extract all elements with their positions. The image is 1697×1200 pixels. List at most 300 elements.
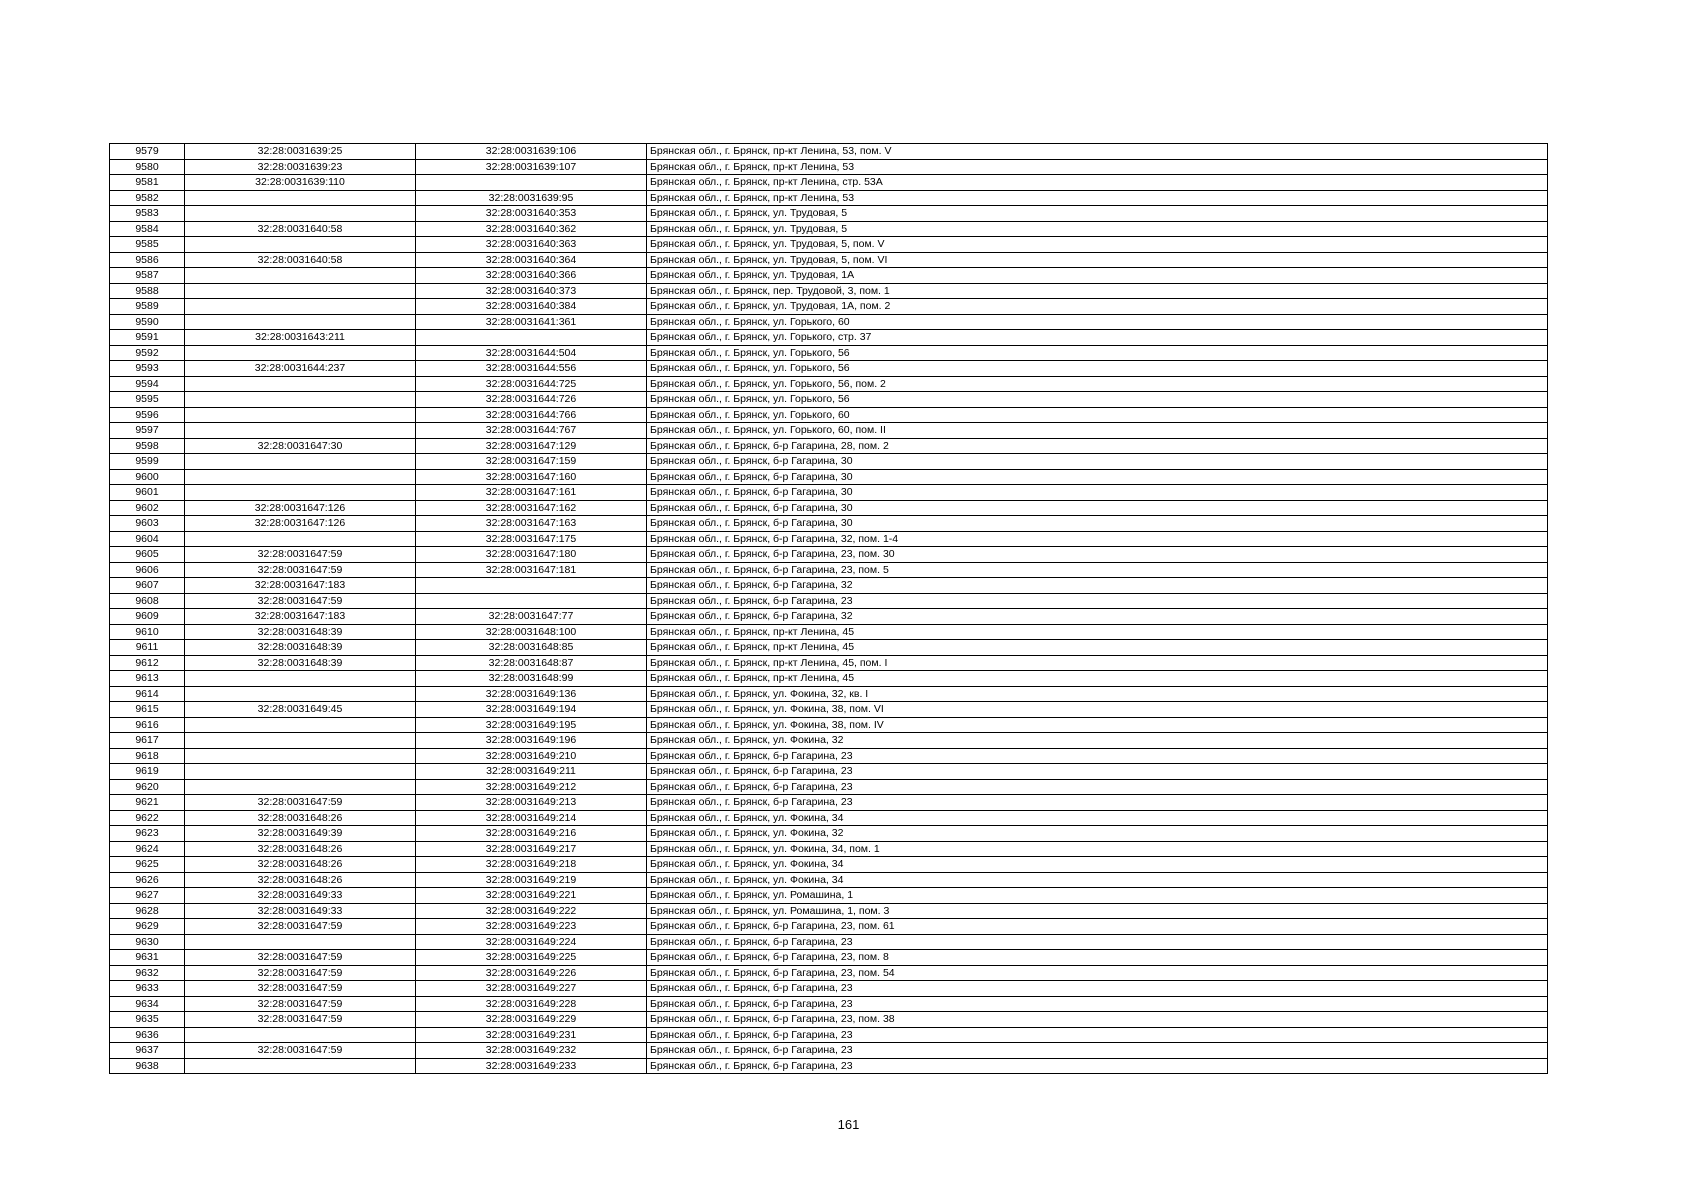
parent-cadastral-number-cell: [185, 748, 416, 764]
address-cell: Брянская обл., г. Брянск, б-р Гагарина, 23, пом. 54: [647, 965, 1548, 981]
cadastral-number-cell: 32:28:0031649:210: [416, 748, 647, 764]
row-number-cell: 9580: [110, 159, 185, 175]
parent-cadastral-number-cell: 32:28:0031648:26: [185, 872, 416, 888]
address-cell: Брянская обл., г. Брянск, пр-кт Ленина, 53: [647, 159, 1548, 175]
address-cell: Брянская обл., г. Брянск, б-р Гагарина, 23: [647, 593, 1548, 609]
table-row: [110, 857, 1548, 873]
parent-cadastral-number-cell: 32:28:0031649:33: [185, 888, 416, 904]
cadastral-number-cell: 32:28:0031644:767: [416, 423, 647, 439]
address-cell: Брянская обл., г. Брянск, б-р Гагарина, 23, пом. 5: [647, 562, 1548, 578]
parent-cadastral-number-cell: 32:28:0031639:25: [185, 144, 416, 160]
parent-cadastral-number-cell: 32:28:0031648:26: [185, 857, 416, 873]
cadastral-number-cell: 32:28:0031639:95: [416, 190, 647, 206]
address-cell: Брянская обл., г. Брянск, пр-кт Ленина, 45: [647, 624, 1548, 640]
row-number-cell: 9616: [110, 717, 185, 733]
cadastral-number-cell: 32:28:0031644:504: [416, 345, 647, 361]
parent-cadastral-number-cell: [185, 1058, 416, 1074]
cadastral-number-cell: 32:28:0031647:181: [416, 562, 647, 578]
row-number-cell: 9593: [110, 361, 185, 377]
parent-cadastral-number-cell: 32:28:0031647:30: [185, 438, 416, 454]
parent-cadastral-number-cell: 32:28:0031647:59: [185, 996, 416, 1012]
table-row: [110, 547, 1548, 563]
row-number-cell: 9611: [110, 640, 185, 656]
table-row: [110, 175, 1548, 191]
row-number-cell: 9592: [110, 345, 185, 361]
parent-cadastral-number-cell: [185, 423, 416, 439]
parent-cadastral-number-cell: [185, 376, 416, 392]
table-row: [110, 779, 1548, 795]
row-number-cell: 9587: [110, 268, 185, 284]
row-number-cell: 9586: [110, 252, 185, 268]
address-cell: Брянская обл., г. Брянск, ул. Ромашина, 1: [647, 888, 1548, 904]
table-row: [110, 314, 1548, 330]
address-cell: Брянская обл., г. Брянск, пр-кт Ленина, 45, пом. I: [647, 655, 1548, 671]
row-number-cell: 9621: [110, 795, 185, 811]
row-number-cell: 9630: [110, 934, 185, 950]
address-cell: Брянская обл., г. Брянск, пр-кт Ленина, 53: [647, 190, 1548, 206]
row-number-cell: 9609: [110, 609, 185, 625]
address-cell: Брянская обл., г. Брянск, ул. Горького, 56, пом. 2: [647, 376, 1548, 392]
cadastral-number-cell: 32:28:0031639:107: [416, 159, 647, 175]
parent-cadastral-number-cell: 32:28:0031647:183: [185, 578, 416, 594]
address-cell: Брянская обл., г. Брянск, ул. Фокина, 32: [647, 733, 1548, 749]
parent-cadastral-number-cell: 32:28:0031647:59: [185, 1043, 416, 1059]
table-row: [110, 671, 1548, 687]
cadastral-number-cell: 32:28:0031644:725: [416, 376, 647, 392]
table-row: [110, 888, 1548, 904]
cadastral-number-cell: 32:28:0031647:129: [416, 438, 647, 454]
table-row: [110, 500, 1548, 516]
cadastral-number-cell: 32:28:0031647:162: [416, 500, 647, 516]
address-cell: Брянская обл., г. Брянск, б-р Гагарина, 23: [647, 1027, 1548, 1043]
parent-cadastral-number-cell: 32:28:0031647:59: [185, 981, 416, 997]
row-number-cell: 9637: [110, 1043, 185, 1059]
table-row: [110, 578, 1548, 594]
table-row: [110, 609, 1548, 625]
address-cell: Брянская обл., г. Брянск, б-р Гагарина, 23: [647, 1043, 1548, 1059]
row-number-cell: 9600: [110, 469, 185, 485]
parent-cadastral-number-cell: [185, 206, 416, 222]
row-number-cell: 9583: [110, 206, 185, 222]
table-row: [110, 392, 1548, 408]
address-cell: Брянская обл., г. Брянск, ул. Горького, 60, пом. II: [647, 423, 1548, 439]
cadastral-number-cell: 32:28:0031649:232: [416, 1043, 647, 1059]
parent-cadastral-number-cell: 32:28:0031640:58: [185, 221, 416, 237]
row-number-cell: 9620: [110, 779, 185, 795]
row-number-cell: 9618: [110, 748, 185, 764]
cadastral-number-cell: 32:28:0031648:100: [416, 624, 647, 640]
table-row: [110, 764, 1548, 780]
address-cell: Брянская обл., г. Брянск, ул. Трудовая, 5, пом. V: [647, 237, 1548, 253]
row-number-cell: 9628: [110, 903, 185, 919]
parent-cadastral-number-cell: [185, 733, 416, 749]
address-cell: Брянская обл., г. Брянск, ул. Трудовая, 5, пом. VI: [647, 252, 1548, 268]
row-number-cell: 9638: [110, 1058, 185, 1074]
parent-cadastral-number-cell: [185, 686, 416, 702]
cadastral-number-cell: [416, 578, 647, 594]
row-number-cell: 9605: [110, 547, 185, 563]
address-cell: Брянская обл., г. Брянск, б-р Гагарина, 30: [647, 469, 1548, 485]
parent-cadastral-number-cell: [185, 764, 416, 780]
table-row: [110, 376, 1548, 392]
row-number-cell: 9633: [110, 981, 185, 997]
parent-cadastral-number-cell: 32:28:0031647:59: [185, 950, 416, 966]
registry-table-body: [110, 144, 1548, 1074]
table-row: [110, 190, 1548, 206]
row-number-cell: 9602: [110, 500, 185, 516]
cadastral-number-cell: 32:28:0031640:366: [416, 268, 647, 284]
address-cell: Брянская обл., г. Брянск, ул. Трудовая, 5: [647, 206, 1548, 222]
address-cell: Брянская обл., г. Брянск, б-р Гагарина, 30: [647, 516, 1548, 532]
table-row: [110, 1027, 1548, 1043]
row-number-cell: 9629: [110, 919, 185, 935]
address-cell: Брянская обл., г. Брянск, ул. Фокина, 34: [647, 810, 1548, 826]
cadastral-number-cell: 32:28:0031649:229: [416, 1012, 647, 1028]
parent-cadastral-number-cell: 32:28:0031648:39: [185, 640, 416, 656]
address-cell: Брянская обл., г. Брянск, б-р Гагарина, 28, пом. 2: [647, 438, 1548, 454]
table-row: [110, 159, 1548, 175]
address-cell: Брянская обл., г. Брянск, ул. Трудовая, 1А: [647, 268, 1548, 284]
cadastral-number-cell: 32:28:0031649:218: [416, 857, 647, 873]
parent-cadastral-number-cell: 32:28:0031643:211: [185, 330, 416, 346]
table-row: [110, 206, 1548, 222]
cadastral-number-cell: 32:28:0031649:213: [416, 795, 647, 811]
table-row: [110, 252, 1548, 268]
row-number-cell: 9623: [110, 826, 185, 842]
row-number-cell: 9598: [110, 438, 185, 454]
cadastral-number-cell: 32:28:0031649:227: [416, 981, 647, 997]
table-row: [110, 640, 1548, 656]
address-cell: Брянская обл., г. Брянск, ул. Фокина, 38, пом. IV: [647, 717, 1548, 733]
row-number-cell: 9599: [110, 454, 185, 470]
address-cell: Брянская обл., г. Брянск, б-р Гагарина, 23: [647, 748, 1548, 764]
row-number-cell: 9627: [110, 888, 185, 904]
cadastral-number-cell: 32:28:0031649:221: [416, 888, 647, 904]
row-number-cell: 9588: [110, 283, 185, 299]
address-cell: Брянская обл., г. Брянск, ул. Фокина, 32, кв. I: [647, 686, 1548, 702]
row-number-cell: 9615: [110, 702, 185, 718]
address-cell: Брянская обл., г. Брянск, б-р Гагарина, 23: [647, 795, 1548, 811]
row-number-cell: 9606: [110, 562, 185, 578]
address-cell: Брянская обл., г. Брянск, ул. Трудовая, 5: [647, 221, 1548, 237]
row-number-cell: 9634: [110, 996, 185, 1012]
row-number-cell: 9614: [110, 686, 185, 702]
cadastral-number-cell: 32:28:0031647:180: [416, 547, 647, 563]
cadastral-number-cell: [416, 175, 647, 191]
address-cell: Брянская обл., г. Брянск, ул. Ромашина, 1, пом. 3: [647, 903, 1548, 919]
row-number-cell: 9626: [110, 872, 185, 888]
parent-cadastral-number-cell: 32:28:0031648:26: [185, 810, 416, 826]
table-row: [110, 299, 1548, 315]
table-row: [110, 593, 1548, 609]
cadastral-number-cell: 32:28:0031640:362: [416, 221, 647, 237]
cadastral-number-cell: 32:28:0031649:212: [416, 779, 647, 795]
address-cell: Брянская обл., г. Брянск, пер. Трудовой, 3, пом. 1: [647, 283, 1548, 299]
table-row: [110, 996, 1548, 1012]
table-row: [110, 237, 1548, 253]
cadastral-number-cell: 32:28:0031644:766: [416, 407, 647, 423]
address-cell: Брянская обл., г. Брянск, ул. Горького, 56: [647, 392, 1548, 408]
address-cell: Брянская обл., г. Брянск, пр-кт Ленина, стр. 53А: [647, 175, 1548, 191]
parent-cadastral-number-cell: 32:28:0031648:39: [185, 624, 416, 640]
row-number-cell: 9595: [110, 392, 185, 408]
parent-cadastral-number-cell: [185, 237, 416, 253]
cadastral-number-cell: 32:28:0031649:217: [416, 841, 647, 857]
address-cell: Брянская обл., г. Брянск, ул. Трудовая, 1А, пом. 2: [647, 299, 1548, 315]
parent-cadastral-number-cell: 32:28:0031649:45: [185, 702, 416, 718]
cadastral-number-cell: 32:28:0031649:224: [416, 934, 647, 950]
row-number-cell: 9601: [110, 485, 185, 501]
table-row: [110, 1058, 1548, 1074]
registry-table: [109, 143, 1548, 1074]
cadastral-number-cell: 32:28:0031649:219: [416, 872, 647, 888]
parent-cadastral-number-cell: [185, 454, 416, 470]
address-cell: Брянская обл., г. Брянск, пр-кт Ленина, 53, пом. V: [647, 144, 1548, 160]
table-row: [110, 686, 1548, 702]
cadastral-number-cell: 32:28:0031649:233: [416, 1058, 647, 1074]
address-cell: Брянская обл., г. Брянск, б-р Гагарина, 32: [647, 609, 1548, 625]
address-cell: Брянская обл., г. Брянск, ул. Горького, стр. 37: [647, 330, 1548, 346]
row-number-cell: 9608: [110, 593, 185, 609]
table-row: [110, 469, 1548, 485]
table-row: [110, 841, 1548, 857]
cadastral-number-cell: 32:28:0031640:384: [416, 299, 647, 315]
parent-cadastral-number-cell: 32:28:0031647:59: [185, 1012, 416, 1028]
parent-cadastral-number-cell: 32:28:0031640:58: [185, 252, 416, 268]
parent-cadastral-number-cell: [185, 531, 416, 547]
parent-cadastral-number-cell: [185, 392, 416, 408]
row-number-cell: 9603: [110, 516, 185, 532]
cadastral-number-cell: 32:28:0031648:99: [416, 671, 647, 687]
parent-cadastral-number-cell: [185, 779, 416, 795]
parent-cadastral-number-cell: [185, 314, 416, 330]
row-number-cell: 9581: [110, 175, 185, 191]
address-cell: Брянская обл., г. Брянск, б-р Гагарина, 23: [647, 996, 1548, 1012]
table-row: [110, 903, 1548, 919]
parent-cadastral-number-cell: [185, 717, 416, 733]
parent-cadastral-number-cell: [185, 485, 416, 501]
table-row: [110, 562, 1548, 578]
cadastral-number-cell: 32:28:0031649:228: [416, 996, 647, 1012]
table-row: [110, 516, 1548, 532]
row-number-cell: 9579: [110, 144, 185, 160]
table-row: [110, 655, 1548, 671]
address-cell: Брянская обл., г. Брянск, пр-кт Ленина, 45: [647, 671, 1548, 687]
row-number-cell: 9582: [110, 190, 185, 206]
parent-cadastral-number-cell: 32:28:0031648:26: [185, 841, 416, 857]
row-number-cell: 9636: [110, 1027, 185, 1043]
parent-cadastral-number-cell: [185, 671, 416, 687]
parent-cadastral-number-cell: 32:28:0031647:59: [185, 795, 416, 811]
table-row: [110, 950, 1548, 966]
cadastral-number-cell: 32:28:0031649:216: [416, 826, 647, 842]
table-row: [110, 702, 1548, 718]
cadastral-number-cell: [416, 593, 647, 609]
cadastral-number-cell: 32:28:0031647:159: [416, 454, 647, 470]
address-cell: Брянская обл., г. Брянск, ул. Фокина, 32: [647, 826, 1548, 842]
table-row: [110, 345, 1548, 361]
parent-cadastral-number-cell: [185, 299, 416, 315]
parent-cadastral-number-cell: [185, 1027, 416, 1043]
table-row: [110, 531, 1548, 547]
row-number-cell: 9622: [110, 810, 185, 826]
address-cell: Брянская обл., г. Брянск, б-р Гагарина, 23: [647, 1058, 1548, 1074]
table-row: [110, 795, 1548, 811]
cadastral-number-cell: 32:28:0031649:226: [416, 965, 647, 981]
row-number-cell: 9597: [110, 423, 185, 439]
cadastral-number-cell: 32:28:0031649:231: [416, 1027, 647, 1043]
table-row: [110, 717, 1548, 733]
table-row: [110, 407, 1548, 423]
table-row: [110, 423, 1548, 439]
parent-cadastral-number-cell: [185, 407, 416, 423]
cadastral-number-cell: 32:28:0031644:726: [416, 392, 647, 408]
row-number-cell: 9635: [110, 1012, 185, 1028]
cadastral-number-cell: 32:28:0031648:85: [416, 640, 647, 656]
address-cell: Брянская обл., г. Брянск, ул. Фокина, 34, пом. 1: [647, 841, 1548, 857]
row-number-cell: 9625: [110, 857, 185, 873]
table-row: [110, 144, 1548, 160]
cadastral-number-cell: 32:28:0031647:77: [416, 609, 647, 625]
address-cell: Брянская обл., г. Брянск, б-р Гагарина, 23: [647, 981, 1548, 997]
address-cell: Брянская обл., г. Брянск, б-р Гагарина, 30: [647, 485, 1548, 501]
table-row: [110, 454, 1548, 470]
address-cell: Брянская обл., г. Брянск, ул. Горького, 56: [647, 361, 1548, 377]
row-number-cell: 9631: [110, 950, 185, 966]
address-cell: Брянская обл., г. Брянск, б-р Гагарина, 23, пом. 38: [647, 1012, 1548, 1028]
row-number-cell: 9589: [110, 299, 185, 315]
table-row: [110, 872, 1548, 888]
cadastral-number-cell: 32:28:0031640:364: [416, 252, 647, 268]
parent-cadastral-number-cell: 32:28:0031639:23: [185, 159, 416, 175]
row-number-cell: 9604: [110, 531, 185, 547]
table-row: [110, 965, 1548, 981]
table-row: [110, 1012, 1548, 1028]
row-number-cell: 9619: [110, 764, 185, 780]
address-cell: Брянская обл., г. Брянск, б-р Гагарина, 23: [647, 934, 1548, 950]
row-number-cell: 9590: [110, 314, 185, 330]
address-cell: Брянская обл., г. Брянск, б-р Гагарина, 23: [647, 764, 1548, 780]
table-row: [110, 361, 1548, 377]
address-cell: Брянская обл., г. Брянск, б-р Гагарина, 30: [647, 500, 1548, 516]
cadastral-number-cell: [416, 330, 647, 346]
table-row: [110, 733, 1548, 749]
address-cell: Брянская обл., г. Брянск, б-р Гагарина, 23: [647, 779, 1548, 795]
cadastral-number-cell: 32:28:0031649:196: [416, 733, 647, 749]
parent-cadastral-number-cell: 32:28:0031647:59: [185, 965, 416, 981]
row-number-cell: 9584: [110, 221, 185, 237]
address-cell: Брянская обл., г. Брянск, б-р Гагарина, 32, пом. 1-4: [647, 531, 1548, 547]
table-row: [110, 981, 1548, 997]
parent-cadastral-number-cell: 32:28:0031649:33: [185, 903, 416, 919]
row-number-cell: 9632: [110, 965, 185, 981]
parent-cadastral-number-cell: [185, 934, 416, 950]
table-row: [110, 748, 1548, 764]
parent-cadastral-number-cell: [185, 469, 416, 485]
parent-cadastral-number-cell: 32:28:0031647:183: [185, 609, 416, 625]
parent-cadastral-number-cell: 32:28:0031647:126: [185, 500, 416, 516]
cadastral-number-cell: 32:28:0031647:163: [416, 516, 647, 532]
parent-cadastral-number-cell: [185, 268, 416, 284]
parent-cadastral-number-cell: 32:28:0031647:59: [185, 919, 416, 935]
row-number-cell: 9612: [110, 655, 185, 671]
row-number-cell: 9624: [110, 841, 185, 857]
table-row: [110, 826, 1548, 842]
address-cell: Брянская обл., г. Брянск, ул. Фокина, 34: [647, 872, 1548, 888]
cadastral-number-cell: 32:28:0031649:225: [416, 950, 647, 966]
row-number-cell: 9591: [110, 330, 185, 346]
parent-cadastral-number-cell: 32:28:0031639:110: [185, 175, 416, 191]
address-cell: Брянская обл., г. Брянск, б-р Гагарина, 23, пом. 30: [647, 547, 1548, 563]
cadastral-number-cell: 32:28:0031639:106: [416, 144, 647, 160]
parent-cadastral-number-cell: [185, 345, 416, 361]
address-cell: Брянская обл., г. Брянск, ул. Горького, 60: [647, 314, 1548, 330]
cadastral-number-cell: 32:28:0031640:353: [416, 206, 647, 222]
address-cell: Брянская обл., г. Брянск, пр-кт Ленина, 45: [647, 640, 1548, 656]
address-cell: Брянская обл., г. Брянск, ул. Горького, 60: [647, 407, 1548, 423]
table-row: [110, 283, 1548, 299]
parent-cadastral-number-cell: [185, 283, 416, 299]
address-cell: Брянская обл., г. Брянск, ул. Фокина, 38, пом. VI: [647, 702, 1548, 718]
table-row: [110, 485, 1548, 501]
address-cell: Брянская обл., г. Брянск, б-р Гагарина, 23, пом. 8: [647, 950, 1548, 966]
cadastral-number-cell: 32:28:0031648:87: [416, 655, 647, 671]
parent-cadastral-number-cell: 32:28:0031647:126: [185, 516, 416, 532]
row-number-cell: 9585: [110, 237, 185, 253]
table-row: [110, 1043, 1548, 1059]
row-number-cell: 9607: [110, 578, 185, 594]
parent-cadastral-number-cell: 32:28:0031644:237: [185, 361, 416, 377]
address-cell: Брянская обл., г. Брянск, б-р Гагарина, 32: [647, 578, 1548, 594]
row-number-cell: 9596: [110, 407, 185, 423]
table-row: [110, 919, 1548, 935]
parent-cadastral-number-cell: 32:28:0031648:39: [185, 655, 416, 671]
table-row: [110, 330, 1548, 346]
row-number-cell: 9610: [110, 624, 185, 640]
address-cell: Брянская обл., г. Брянск, ул. Фокина, 34: [647, 857, 1548, 873]
address-cell: Брянская обл., г. Брянск, ул. Горького, 56: [647, 345, 1548, 361]
cadastral-number-cell: 32:28:0031649:136: [416, 686, 647, 702]
parent-cadastral-number-cell: 32:28:0031647:59: [185, 562, 416, 578]
row-number-cell: 9594: [110, 376, 185, 392]
cadastral-number-cell: 32:28:0031649:195: [416, 717, 647, 733]
cadastral-number-cell: 32:28:0031649:211: [416, 764, 647, 780]
cadastral-number-cell: 32:28:0031640:373: [416, 283, 647, 299]
parent-cadastral-number-cell: [185, 190, 416, 206]
cadastral-number-cell: 32:28:0031647:160: [416, 469, 647, 485]
cadastral-number-cell: 32:28:0031649:194: [416, 702, 647, 718]
page-number: 161: [837, 1117, 860, 1132]
row-number-cell: 9613: [110, 671, 185, 687]
address-cell: Брянская обл., г. Брянск, б-р Гагарина, 30: [647, 454, 1548, 470]
table-row: [110, 810, 1548, 826]
table-row: [110, 268, 1548, 284]
cadastral-number-cell: 32:28:0031641:361: [416, 314, 647, 330]
cadastral-number-cell: 32:28:0031649:214: [416, 810, 647, 826]
parent-cadastral-number-cell: 32:28:0031647:59: [185, 547, 416, 563]
cadastral-number-cell: 32:28:0031644:556: [416, 361, 647, 377]
table-row: [110, 934, 1548, 950]
parent-cadastral-number-cell: 32:28:0031647:59: [185, 593, 416, 609]
cadastral-number-cell: 32:28:0031649:223: [416, 919, 647, 935]
cadastral-number-cell: 32:28:0031647:161: [416, 485, 647, 501]
table-row: [110, 221, 1548, 237]
parent-cadastral-number-cell: 32:28:0031649:39: [185, 826, 416, 842]
row-number-cell: 9617: [110, 733, 185, 749]
cadastral-number-cell: 32:28:0031647:175: [416, 531, 647, 547]
cadastral-number-cell: 32:28:0031649:222: [416, 903, 647, 919]
table-row: [110, 438, 1548, 454]
